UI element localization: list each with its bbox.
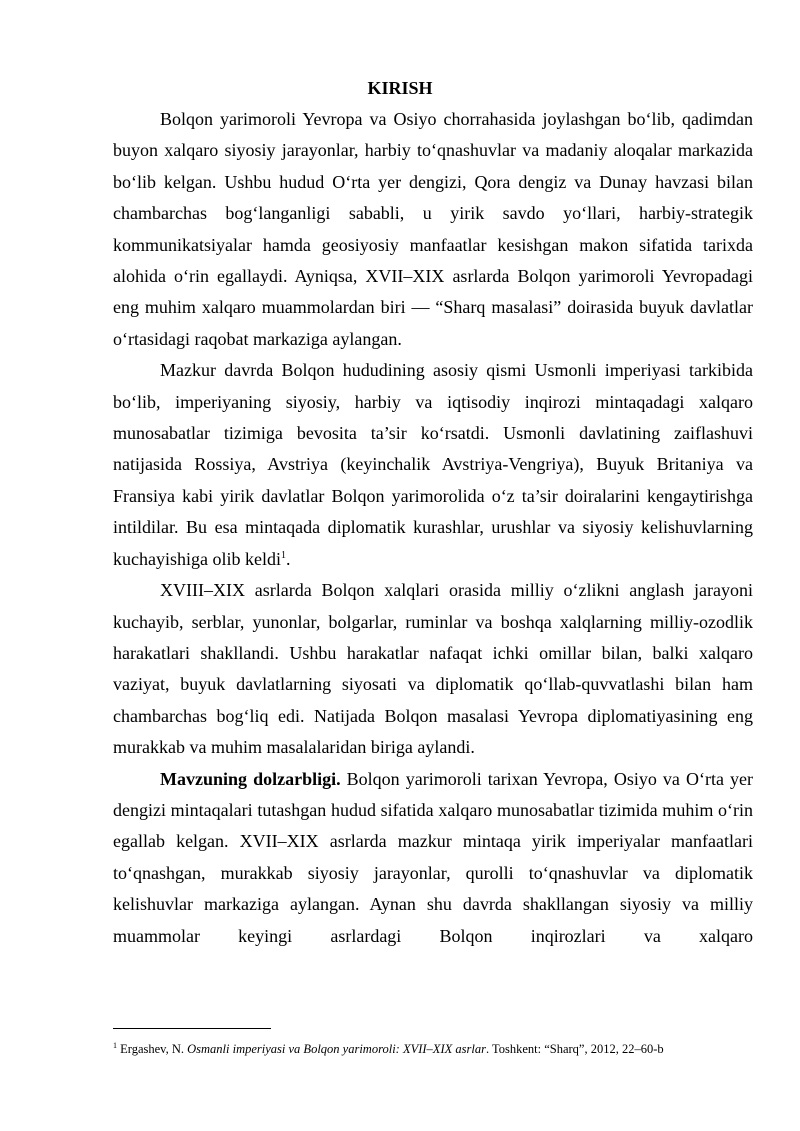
footnote-separator [113, 1028, 271, 1029]
paragraph-4 [113, 764, 753, 952]
paragraph-2 [113, 355, 753, 575]
footnote-reference[interactable]: 1 [280, 549, 286, 561]
relevance-heading: Mavzuning dolzarbligi. [160, 768, 341, 789]
footnote-number: 1 [113, 1040, 117, 1050]
footnote-author: Ergashev, N. [117, 1042, 188, 1056]
footnote-work-title: Osmanli imperiyasi va Bolqon yarimoroli: XVII–XIX asrlar [187, 1042, 486, 1056]
footnote [113, 1041, 773, 1057]
paragraph-1: Bolqon yarimoroli Yevropa va Osiyo chorrahasida joylashgan bo‘lib, qadimdan buyon xalqaro siyosiy jarayonlar, harbiy to‘qnashuvlar va madaniy aloqalar markazida bo‘lib kelgan. Ushbu hudud O‘rta yer dengizi, Qora dengiz va Dunay havzasi bilan chambarchas bog‘langanligi sababli, u yirik savdo yo‘llari, harbiy-strategik kommunikatsiyalar hamda geosiyosiy manfaatlar kesishgan makon sifatida tarixda alohida o‘rin egallaydi. Ayniqsa, XVII–XIX asrlarda Bolqon yarimoroli Yevropadagi eng muhim xalqaro muammolardan biri — “Sharq masalasi” doirasida buyuk davlatlar o‘rtasidagi raqobat markaziga aylangan. [113, 109, 753, 349]
footnote-details: . Toshkent: “Sharq”, 2012, 22–60-b [485, 1042, 664, 1056]
section-title: KIRISH [367, 78, 433, 98]
body-text [113, 104, 753, 952]
paragraph-2-text: Mazkur davrda Bolqon hududining asosiy qismi Usmonli imperiyasi tarkibida bo‘lib, imperiyaning siyosiy, harbiy va iqtisodiy inqirozi mintaqadagi xalqaro munosabatlar tizimiga bevosita ta’sir ko‘rsatdi. Usmonli davlatining zaiflashuvi natijasida Rossiya, Avstriya (keyinchalik Avstriya-Vengriya), Buyuk Britaniya va Fransiya kabi yirik davlatlar Bolqon yarimorolida o‘z ta’sir doiralarini kengaytirishga intildilar. Bu esa mintaqada diplomatik kurashlar, urushlar va siyosiy kelishuvlarning kuchayishiga olib keldi [113, 360, 753, 569]
paragraph-4-text: Bolqon yarimoroli tarixan Yevropa, Osiyo va O‘rta yer dengizi mintaqalari tutashgan hudud sifatida xalqaro munosabatlar tizimida muhim o‘rin egallab kelgan. XVII–XIX asrlarda mazkur mintaqa yirik imperiyalar manfaatlari to‘qnashgan, murakkab siyosiy jarayonlar, qurolli to‘qnashuvlar va diplomatik kelishuvlar markaziga aylangan. Aynan shu davrda shakllangan siyosiy va milliy muammolar keyingi asrlardagi Bolqon inqirozlari va xalqaro [113, 768, 753, 946]
paragraph-3: XVIII–XIX asrlarda Bolqon xalqlari orasida milliy o‘zlikni anglash jarayoni kuchayib, serblar, yunonlar, bolgarlar, ruminlar va boshqa xalqlarning milliy-ozodlik harakatlari shakllandi. Ushbu harakatlar nafaqat ichki omillar bilan, balki xalqaro vaziyat, buyuk davlatlarning siyosati va diplomatik qo‘llab-quvvatlashi bilan ham chambarchas bog‘liq edi. Natijada Bolqon masalasi Yevropa diplomatiyasining eng murakkab va muhim masalalaridan biriga aylandi. [113, 580, 753, 758]
paragraph-2-end: . [285, 548, 291, 569]
